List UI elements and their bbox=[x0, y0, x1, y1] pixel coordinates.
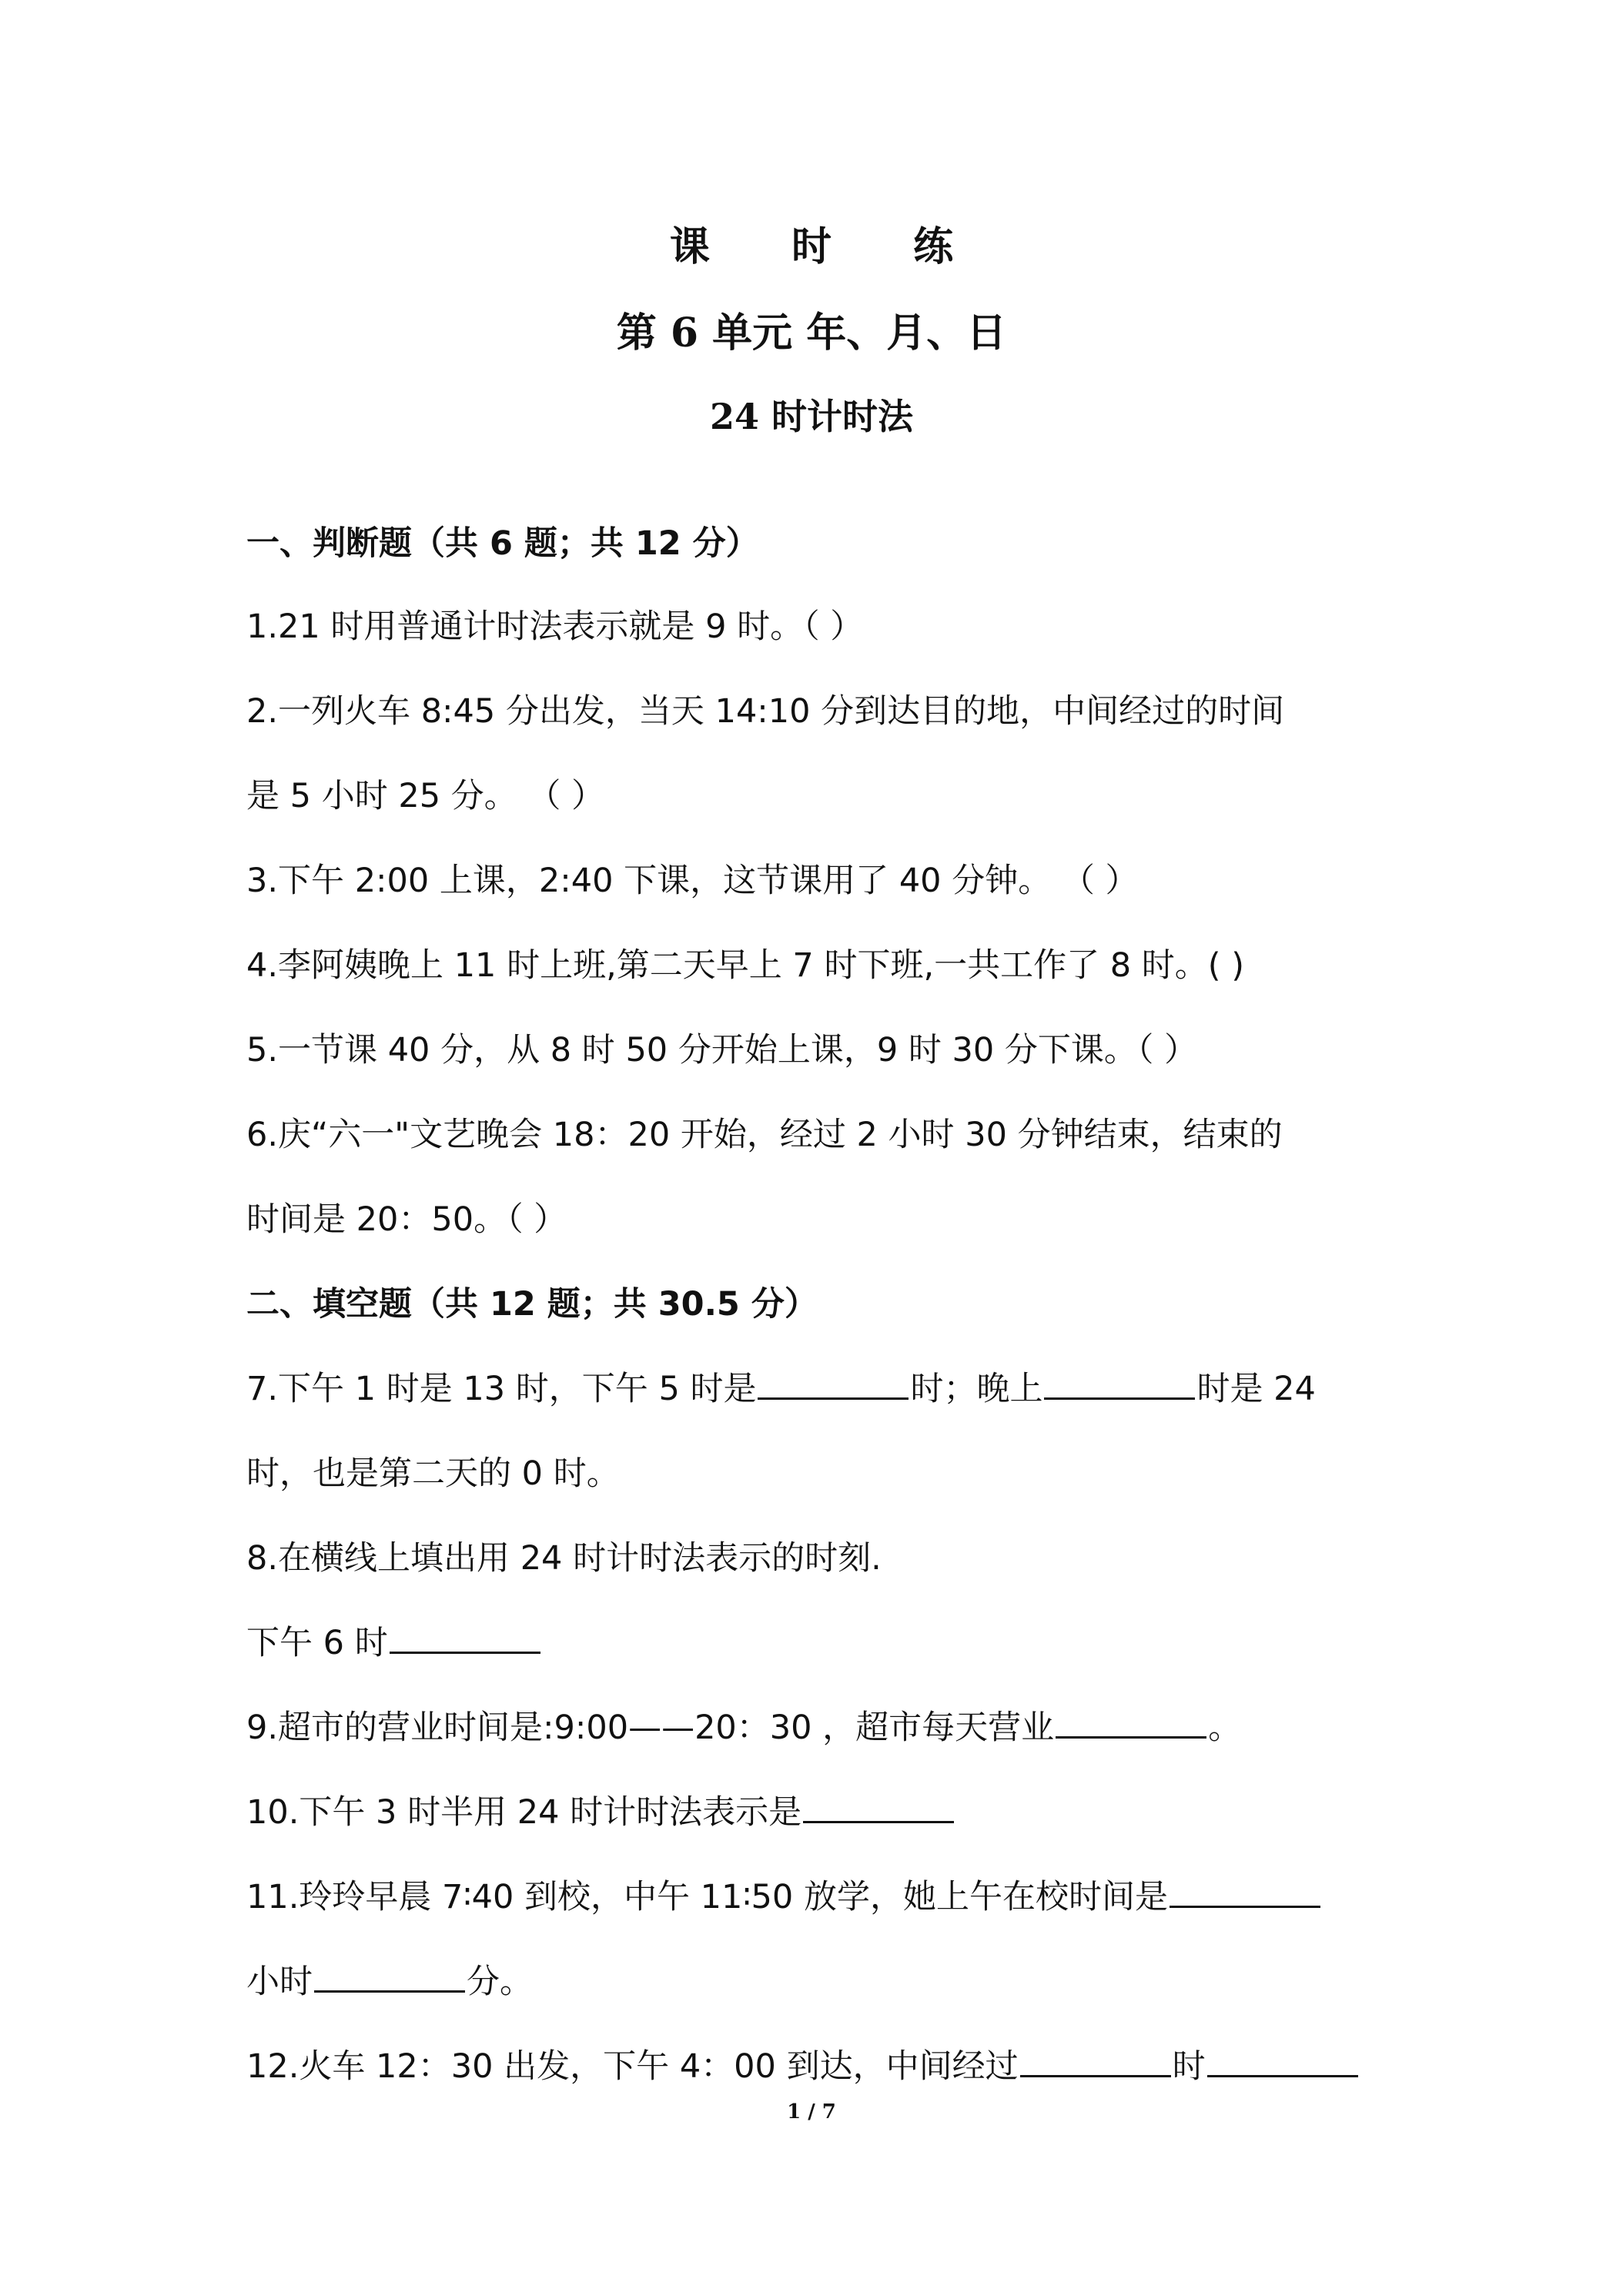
question-7-part-b: 时；晚上 bbox=[910, 1370, 1043, 1408]
question-7-part-a: 7.下午 1 时是 13 时，下午 5 时是 bbox=[246, 1370, 757, 1408]
page-number: 1 / 7 bbox=[787, 2100, 836, 2124]
answer-blank[interactable] bbox=[1170, 1878, 1320, 1908]
answer-blank[interactable] bbox=[1056, 1709, 1206, 1739]
question-7-part-c: 时是 24 bbox=[1196, 1370, 1316, 1408]
question-11-part-c: 分。 bbox=[467, 1963, 533, 2001]
question-2-line-2: 是 5 小时 25 分。 （ ） bbox=[246, 777, 605, 815]
question-7-line-2: 时，也是第二天的 0 时。 bbox=[246, 1454, 620, 1493]
question-11-line-1 bbox=[246, 1874, 1386, 1920]
question-2-line-1: 2.一列火车 8:45 分出发，当天 14:10 分到达目的地，中间经过的时间 bbox=[246, 692, 1285, 731]
question-5: 5.一节课 40 分，从 8 时 50 分开始上课，9 时 30 分下课。（ ） bbox=[246, 1031, 1198, 1069]
question-6-line-2: 时间是 20：50。（ ） bbox=[246, 1200, 567, 1239]
question-3: 3.下午 2:00 上课，2:40 下课，这节课用了 40 分钟。 （ ） bbox=[246, 862, 1139, 900]
question-6-line-1: 6.庆“六一"文艺晚会 18：20 开始，经过 2 小时 30 分钟结束，结束的 bbox=[246, 1116, 1283, 1154]
answer-blank[interactable] bbox=[390, 1624, 540, 1654]
answer-blank[interactable] bbox=[1207, 2047, 1358, 2077]
question-12 bbox=[246, 2043, 1386, 2090]
section-heading-fill-blank: 二、填空题（共 12 题；共 30.5 分） bbox=[246, 1285, 818, 1324]
question-12-part-b: 时 bbox=[1172, 2047, 1206, 2086]
answer-blank[interactable] bbox=[314, 1963, 465, 1993]
question-9-part-b: 。 bbox=[1208, 1709, 1242, 1747]
question-11-part-a: 11.玲玲早晨 7∶40 到校，中午 11∶50 放学，她上午在校时间是 bbox=[246, 1878, 1168, 1916]
question-11-part-b: 小时 bbox=[246, 1963, 313, 2001]
question-8-sub bbox=[246, 1620, 1386, 1666]
section-heading-judgement: 一、判断题（共 6 题；共 12 分） bbox=[246, 524, 759, 563]
question-11-line-2 bbox=[246, 1959, 1386, 2005]
question-4: 4.李阿姨晚上 11 时上班,第二天早上 7 时下班,一共工作了 8 时。( ) bbox=[246, 946, 1245, 985]
question-9-part-a: 9.超市的营业时间是:9:00——20：30 ，超市每天营业 bbox=[246, 1709, 1055, 1747]
question-12-part-a: 12.火车 12：30 出发，下午 4：00 到达，中间经过 bbox=[246, 2047, 1019, 2086]
question-1: 1.21 时用普通计时法表示就是 9 时。（ ） bbox=[246, 607, 864, 646]
answer-blank[interactable] bbox=[1044, 1370, 1195, 1400]
question-9 bbox=[246, 1705, 1386, 1751]
question-7-line-1 bbox=[246, 1366, 1386, 1412]
answer-blank[interactable] bbox=[803, 1793, 954, 1823]
answer-blank[interactable] bbox=[758, 1370, 909, 1400]
answer-blank[interactable] bbox=[1020, 2047, 1171, 2077]
unit-title: 第 6 单元 年、月、日 bbox=[616, 310, 1007, 356]
question-10-text: 10.下午 3 时半用 24 时计时法表示是 bbox=[246, 1793, 802, 1832]
question-8-sub-text: 下午 6 时 bbox=[246, 1624, 388, 1662]
question-8: 8.在横线上填出用 24 时计时法表示的时刻. bbox=[246, 1539, 882, 1578]
lesson-title: 24 时计时法 bbox=[709, 396, 914, 437]
page-title: 课 时 练 bbox=[669, 223, 988, 270]
question-10 bbox=[246, 1789, 1386, 1836]
